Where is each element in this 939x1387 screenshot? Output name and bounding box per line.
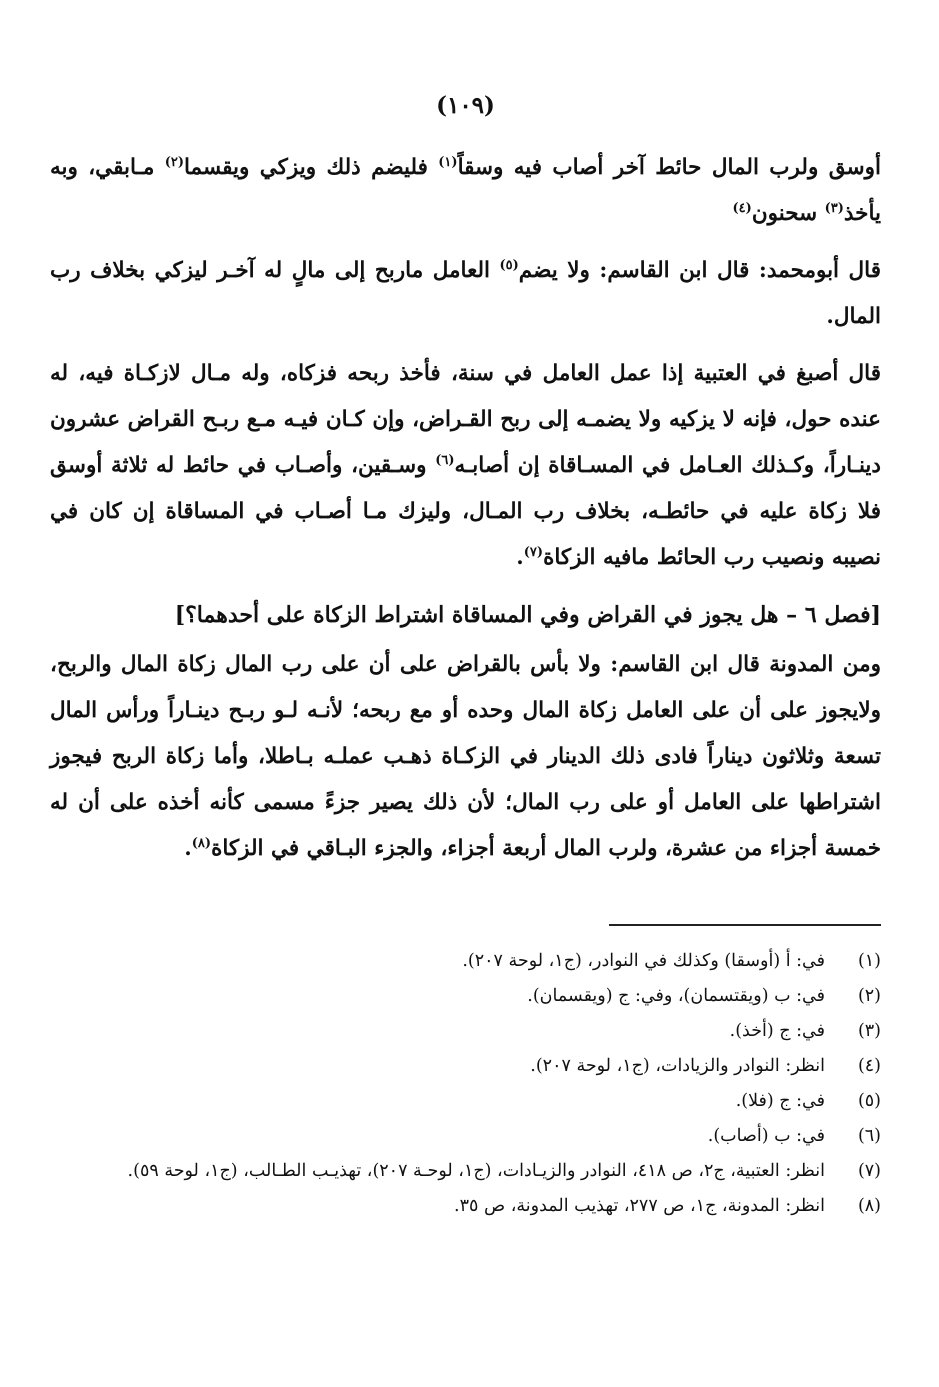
footnote <box>50 1189 881 1224</box>
footnote-text: في: ب (ويقتسمان)، وفي: ج (ويقسمان). <box>527 986 825 1006</box>
footnote-text: انظر: المدونة، ج١، ص ٢٧٧، تهذيب المدونة، ص ٣٥. <box>454 1196 825 1216</box>
footnote-number: (٧) <box>857 1161 881 1181</box>
paragraph-text: قال أبومحمد: قال ابن القاسم: ولا يضم <box>518 258 881 283</box>
paragraph-text: فليضم ذلك ويزكي ويقسما <box>183 155 439 180</box>
footnotes-list <box>50 944 881 1224</box>
footnote-text: انظر: العتبية، ج٢، ص ٤١٨، النوادر والزيـادات، (ج١، لوحـة ٢٠٧)، تهذيـب الطـالب، (ج١، لوحة ٥٩). <box>127 1161 825 1181</box>
paragraph-text: مـابقي، وبه يأخذ <box>50 155 881 226</box>
paragraph-text: وسـقين، وأصـاب في حائط له ثلاثة أوسق فلا زكاة عليه في حائطـه، بخلاف رب المـال، وليزك مـا أصـاب في المساقاة إن كان في نصيبه ونصيب رب الحائط مافيه الزكاة <box>50 453 881 570</box>
page-number: (١٠٩) <box>436 92 495 119</box>
footnote-reference: (٤) <box>732 200 752 216</box>
footnote-text: في: ج (فلا). <box>735 1091 825 1111</box>
footnote-number: (٣) <box>857 1021 881 1041</box>
footnote <box>50 1084 881 1119</box>
paragraph-text: سحنون <box>751 201 825 226</box>
paragraph <box>50 642 881 872</box>
paragraph-text: ومن المدونة قال ابن القاسم: ولا بأس بالقراض على أن على رب المال زكاة المال والربح، ولايجوز على أن على العامل زكاة المال وحده أو مع ربحه؛ لأنـه لـو ربـح دينـاراً ورأس المال تسعة وثلاثون ديناراً فادى ذلك الدينار في الزكـاة ذهـب عملـه بـاطلا، وأما زكاة الربح فيجوز اشتراطها على العامل أو على رب المال؛ لأن ذلك يصير جزءً مسمى كأنه أخذه على أن له خمسة أجزاء من عشرة، ولرب المال أربعة أجزاء، والجزء البـاقي في الزكاة <box>50 652 881 861</box>
section-heading: [فصل ٦ – هل يجوز في القراض وفي المساقاة اشتراط الزكاة على أحدهما؟] <box>174 602 881 628</box>
paragraph-text: . <box>184 836 192 861</box>
footnote-number: (٤) <box>857 1056 881 1076</box>
paragraph-text: العامل ماربح إلى مالٍ له آخـر ليزكي بخلاف رب المال. <box>50 258 881 329</box>
body-text-top <box>50 145 881 581</box>
body-text-section <box>50 642 881 872</box>
footnote-number: (٨) <box>857 1196 881 1216</box>
footnote-reference: (٨) <box>191 835 212 851</box>
footnote-reference: (١) <box>438 154 458 170</box>
footnote <box>50 979 881 1014</box>
footnote-number: (٥) <box>857 1091 881 1111</box>
footnote-divider <box>609 924 881 926</box>
footnote-text: في: أ (أوسقا) وكذلك في النوادر، (ج١، لوحة ٢٠٧). <box>462 951 825 971</box>
paragraph-text: قال أصبغ في العتبية إذا عمل العامل في سنة، فأخذ ربحه فزكاه، وله مـال لازكـاة فيه، له عنده حول، فإنه لا يزكيه ولا يضمـه إلى ربح القـراض، وإن كـان فيـه مـع ربـح القراض عشرون دينـاراً، وكـذلك العـامل في المسـاقاة إن أصابـه <box>50 361 881 478</box>
footnote-number: (١) <box>857 951 881 971</box>
footnote <box>50 1119 881 1154</box>
footnote-text: في: ب (أصاب). <box>707 1126 825 1146</box>
footnote-reference: (٥) <box>499 257 519 273</box>
footnote <box>50 1049 881 1084</box>
footnote-number: (٦) <box>857 1126 881 1146</box>
footnote-reference: (٢) <box>164 154 184 170</box>
footnote <box>50 1014 881 1049</box>
paragraph <box>50 351 881 581</box>
footnote <box>50 944 881 979</box>
paragraph <box>50 248 881 340</box>
paragraph-text: . <box>516 545 524 570</box>
footnote-number: (٢) <box>857 986 881 1006</box>
footnote-text: في: ج (أخذ). <box>729 1021 825 1041</box>
footnote-reference: (٧) <box>523 544 544 560</box>
paragraph <box>50 145 881 237</box>
footnote-reference: (٦) <box>435 452 455 468</box>
footnote <box>50 1154 881 1189</box>
paragraph-text: أوسق ولرب المال حائط آخر أصاب فيه وسقاً <box>457 155 881 180</box>
footnote-text: انظر: النوادر والزيادات، (ج١، لوحة ٢٠٧). <box>530 1056 825 1076</box>
footnote-reference: (٣) <box>824 200 844 216</box>
